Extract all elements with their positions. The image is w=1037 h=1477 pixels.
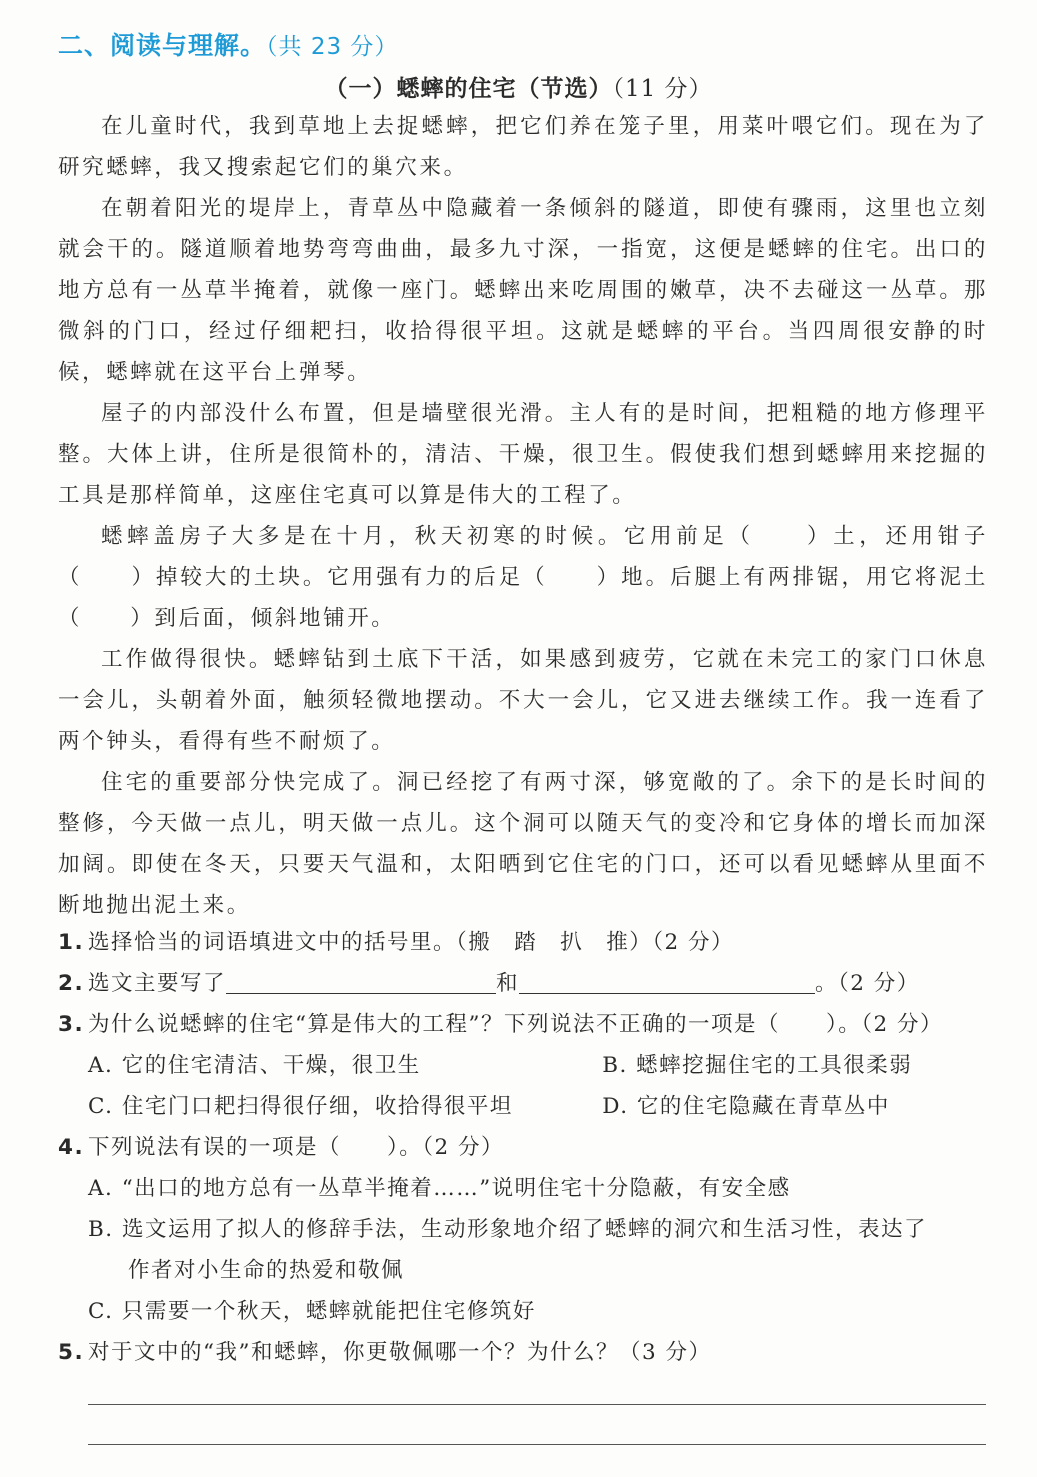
question-text: 为什么说蟋蟀的住宅“算是伟大的工程”？下列说法不正确的一项是（ ）。（2 分） (88, 1012, 943, 1037)
question-number: 3. (58, 1012, 85, 1037)
option-c[interactable]: C. 只需要一个秋天，蟋蟀就能把住宅修筑好 (88, 1299, 536, 1324)
option-c[interactable]: C. 住宅门口耙扫得很仔细，收拾得很平坦 (88, 1094, 513, 1119)
answer-blank-1[interactable] (226, 969, 496, 994)
question-text: 选文主要写了 (88, 971, 227, 996)
options-row (58, 1045, 988, 1086)
question-number: 4. (58, 1135, 85, 1160)
question-text: 下列说法有误的一项是（ ）。（2 分） (88, 1135, 505, 1160)
passage-paragraph: 住宅的重要部分快完成了。洞已经挖了有两寸深，够宽敞的了。余下的是长时间的整修，今天做一点儿，明天做一点儿。这个洞可以随天气的变冷和它身体的增长而加深加阔。即使在冬天，只要天气温和，太阳晒到它住宅的门口，还可以看见蟋蟀从里面不断地抛出泥土来。 (58, 770, 988, 918)
question-text: 。（2 分） (815, 971, 920, 996)
question-5 (58, 1332, 988, 1373)
question-text: 选择恰当的词语填进文中的括号里。（搬 踏 扒 推）（2 分） (88, 930, 735, 955)
options-row (58, 1086, 988, 1127)
question-2 (58, 963, 988, 1004)
section-title: 二、阅读与理解。 (58, 31, 267, 60)
answer-line[interactable] (88, 1404, 986, 1405)
answer-blank-2[interactable] (519, 969, 815, 994)
passage-title (0, 70, 1037, 103)
question-number: 2. (58, 971, 85, 996)
option-b[interactable]: B. 蟋蟀挖掘住宅的工具很柔弱 (602, 1053, 913, 1078)
option-b-continuation: 作者对小生命的热爱和敬佩 (128, 1258, 405, 1283)
passage-title-main: （一）蟋蟀的住宅（节选） (324, 75, 613, 102)
answer-line[interactable] (88, 1444, 986, 1445)
question-number: 5. (58, 1340, 85, 1365)
option-b[interactable]: B. 选文运用了拟人的修辞手法，生动形象地介绍了蟋蟀的洞穴和生活习性，表达了 (88, 1217, 927, 1242)
passage-paragraph: 工作做得很快。蟋蟀钻到土底下干活，如果感到疲劳，它就在未完工的家门口休息一会儿，头朝着外面，触须轻微地摆动。不大一会儿，它又进去继续工作。我一连看了两个钟头，看得有些不耐烦了。 (58, 647, 988, 754)
passage-title-score: （11 分） (612, 76, 713, 102)
passage-body (58, 106, 988, 926)
question-text: 和 (496, 971, 520, 996)
section-score: （共 23 分） (266, 34, 399, 60)
option-d[interactable]: D. 它的住宅隐藏在青草丛中 (602, 1094, 890, 1119)
question-text: 对于文中的“我”和蟋蟀，你更敬佩哪一个？为什么？（3 分） (88, 1340, 712, 1365)
passage-paragraph: 在朝着阳光的堤岸上，青草丛中隐藏着一条倾斜的隧道，即使有骤雨，这里也立刻就会干的。隧道顺着地势弯弯曲曲，最多九寸深，一指宽，这便是蟋蟀的住宅。出口的地方总有一丛草半掩着，就像一座门。蟋蟀出来吃周围的嫩草，决不去碰这一丛草。那微斜的门口，经过仔细耙扫，收拾得很平坦。这就是蟋蟀的平台。当四周很安静的时候，蟋蟀就在这平台上弹琴。 (58, 196, 988, 385)
passage-paragraph: 屋子的内部没什么布置，但是墙壁很光滑。主人有的是时间，把粗糙的地方修理平整。大体上讲，住所是很简朴的，清洁、干燥，很卫生。假使我们想到蟋蟀用来挖掘的工具是那样简单，这座住宅真可以算是伟大的工程了。 (58, 401, 988, 508)
option-a[interactable]: A. “出口的地方总有一丛草半掩着……”说明住宅十分隐蔽，有安全感 (88, 1176, 791, 1201)
question-3 (58, 1004, 988, 1045)
passage-paragraph: 在儿童时代，我到草地上去捉蟋蟀，把它们养在笼子里，用菜叶喂它们。现在为了研究蟋蟀，我又搜索起它们的巢穴来。 (58, 114, 988, 180)
question-1 (58, 922, 988, 963)
option-a[interactable]: A. 它的住宅清洁、干燥，很卫生 (88, 1053, 421, 1078)
question-4 (58, 1127, 988, 1168)
question-number: 1. (58, 930, 85, 955)
passage-paragraph: 蟋蟀盖房子大多是在十月，秋天初寒的时候。它用前足（ ）土，还用钳子（ ）掉较大的土块。它用强有力的后足（ ）地。后腿上有两排锯，用它将泥土（ ）到后面，倾斜地铺开。 (58, 524, 988, 631)
question-list (58, 922, 988, 1373)
section-heading (58, 26, 398, 62)
